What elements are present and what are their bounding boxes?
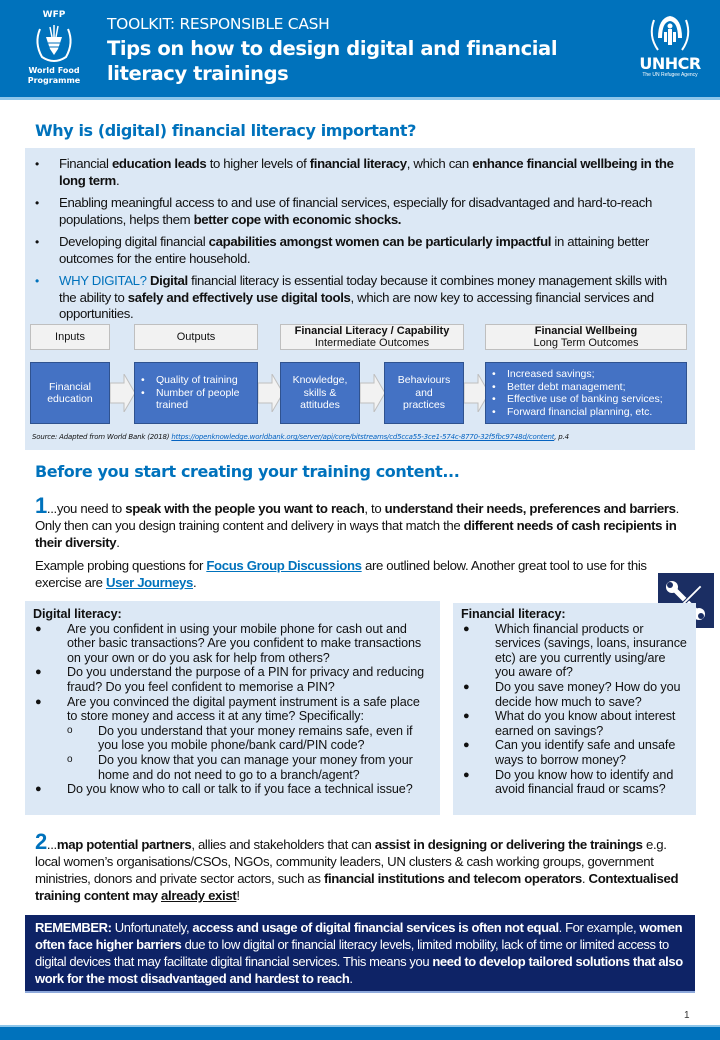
- unhcr-emblem-icon: [646, 12, 694, 56]
- page-footer-bar: [0, 1025, 720, 1040]
- question-text: Do you know how to identify and avoid financial fraud or scams?: [495, 767, 674, 797]
- question-text: Do you understand that your money remains safe, even if you lose you mobile phone/bank card/PIN code?: [98, 723, 413, 753]
- block-list-item: • Quality of training: [139, 374, 253, 387]
- bold-text: financial literacy: [309, 156, 407, 171]
- toolkit-label: TOOLKIT: RESPONSIBLE CASH: [107, 15, 330, 33]
- bold-text: women often face higher barriers: [35, 920, 683, 952]
- wfp-logo-abbr: WFP: [42, 10, 66, 20]
- text: !: [236, 888, 240, 903]
- text: e.g. local women’s organisations/CSOs, NGOs, community leaders, UN clusters & cash working groups, government ministries, donors and private sector actors, such as: [35, 837, 667, 886]
- why-bullet-item: [33, 273, 683, 323]
- remember-label: REMEMBER:: [35, 920, 112, 935]
- block-list-item: • Forward financial planning, etc.: [490, 406, 682, 419]
- bullet-icon: •: [35, 196, 39, 210]
- text: , which can: [406, 156, 473, 171]
- block-list-item: • Better debt management;: [490, 381, 682, 394]
- bullet-icon: •: [35, 157, 39, 171]
- bold-text: need to develop tailored solutions that also work for the most disadvantaged and hardest to reach: [35, 954, 683, 986]
- bold-text: Digital: [149, 273, 188, 288]
- text: . For example,: [558, 920, 640, 935]
- bold-text: assist in designing or delivering the trainings: [374, 837, 643, 852]
- page-number: 1: [684, 1010, 690, 1021]
- text: ...: [46, 837, 57, 852]
- unhcr-logo: [634, 12, 706, 79]
- text: Developing digital financial: [59, 234, 209, 249]
- block-wellbeing: [485, 362, 687, 424]
- bold-text: better cope with economic shocks.: [193, 211, 402, 227]
- text: , to: [364, 501, 385, 516]
- block-label: Behaviours and practices: [397, 374, 451, 412]
- block-label: Financial education: [47, 380, 93, 405]
- why-digital-highlight: WHY DIGITAL?: [59, 273, 147, 288]
- page-title-line-2: literacy trainings: [107, 62, 289, 85]
- block-financial-education: [30, 362, 110, 424]
- bold-text: access and usage of digital financial services is often not equal: [192, 920, 559, 935]
- text: , which are now key to accessing financial services and opportunities.: [59, 289, 654, 321]
- question-text: Which financial products or services (savings, loans, insurance etc) are you currently using/are you aware of?: [495, 621, 687, 680]
- why-bullet-list: [33, 156, 683, 329]
- unhcr-logo-tagline: The UN Refugee Agency: [642, 72, 698, 78]
- block-list-item: • Number of people trained: [139, 387, 253, 412]
- arrow-right-icon: [110, 374, 136, 412]
- question-item: ● Are you confident in using your mobile phone for cash out and other basic transactions? Are you confident to make transactions on your own or do you ask for help from others?: [35, 621, 422, 665]
- financial-literacy-heading: Financial literacy:: [461, 607, 566, 621]
- diagram-header-long-term: [485, 324, 687, 350]
- page-title-line-1: Tips on how to design digital and financial: [107, 37, 558, 60]
- diagram-header-inputs: [30, 324, 110, 350]
- question-text: Do you save money? How do you decide how much to save?: [495, 679, 681, 709]
- results-chain-diagram: [30, 324, 690, 428]
- bold-text: Contextualised training content may: [35, 871, 679, 903]
- text: , allies and stakeholders that can: [191, 837, 375, 852]
- example-text: are outlined below. Another great tool to use for this exercise are: [35, 558, 647, 590]
- wfp-logo-name-2: Programme: [27, 76, 81, 85]
- text: Enabling meaningful access to and use of financial services, especially for disadvantaged and hard-to-reach populations, helps them: [59, 195, 652, 227]
- question-item: ● What do you know about interest earned on savings?: [463, 709, 676, 738]
- digital-literacy-heading: Digital literacy:: [33, 607, 122, 621]
- bold-text: education leads: [111, 156, 207, 171]
- text: Financial: [59, 156, 112, 171]
- bold-text: map potential partners: [56, 837, 192, 852]
- bullet-icon: •: [35, 274, 39, 288]
- underlined-text: already exist: [161, 888, 237, 903]
- block-list-item: • Effective use of banking services;: [490, 393, 682, 406]
- text: to higher levels of: [206, 156, 310, 171]
- diagram-header-label: Outputs: [176, 330, 216, 343]
- step-number: 1: [35, 493, 47, 518]
- text: . Only then can you design training content and delivery in ways that match the: [35, 501, 679, 533]
- arrow-right-icon: [360, 374, 386, 412]
- text: due to low digital or financial literacy levels, limited mobility, lack of time or limited access to digital devices that may facilitate digital financial services. This means you: [35, 937, 669, 969]
- step-number: 2: [35, 829, 47, 854]
- why-bullet-item: [33, 234, 683, 267]
- bold-text: different needs of cash recipients in their diversity: [35, 518, 677, 550]
- question-text: What do you know about interest earned on savings?: [495, 709, 676, 738]
- question-text: Are you confident in using your mobile phone for cash out and other basic transactions? Are you confident to make transactions on your own or do you ask for help from others?: [67, 621, 422, 665]
- remember-callout: [25, 915, 695, 993]
- question-text: Do you know that you can manage your money from your home and do not need to go to a branch/agent?: [98, 752, 413, 782]
- bold-text: speak with the people you want to reach: [125, 501, 365, 516]
- source-link[interactable]: https://openknowledge.worldbank.org/server/api/core/bitstreams/cd5cca55-3ce1-574c-8770-32f5fbc9748d/content: [171, 433, 555, 441]
- sub-question-item: o Do you know that you can manage your money from your home and do not need to go to a branch/agent?: [67, 752, 413, 782]
- wfp-logo: [26, 10, 82, 90]
- step-1-paragraph: [35, 493, 685, 551]
- text: .: [115, 172, 120, 188]
- text: .: [581, 871, 589, 886]
- text: financial literacy is essential today because it combines money management skills with the ability to: [59, 273, 667, 305]
- digital-literacy-box: [25, 601, 440, 815]
- diagram-header-label: Financial Literacy / Capability: [294, 324, 450, 337]
- example-paragraph: [35, 557, 685, 591]
- block-label: Knowledge, skills & attitudes: [292, 374, 348, 412]
- block-outputs: [134, 362, 258, 424]
- question-item: ● Can you identify safe and unsafe ways to borrow money?: [463, 738, 676, 767]
- why-bullet-item: [33, 195, 683, 228]
- diagram-header-label: Inputs: [55, 330, 85, 343]
- text: .: [349, 971, 353, 986]
- wfp-emblem-icon: [32, 21, 76, 65]
- question-item: ● Do you know how to identify and avoid financial fraud or scams?: [463, 767, 674, 797]
- before-heading: Before you start creating your training content...: [35, 462, 460, 481]
- example-text: Example probing questions for: [35, 558, 207, 573]
- source-citation: [32, 433, 569, 441]
- page-title: [107, 36, 557, 86]
- unhcr-logo-abbr: UNHCR: [639, 54, 701, 73]
- text: in attaining better outcomes for the entire household.: [59, 234, 649, 266]
- question-item: ● Which financial products or services (savings, loans, insurance etc) are you currently using/are you aware of?: [463, 621, 687, 680]
- question-item: ● Do you understand the purpose of a PIN for privacy and reducing fraud? Do you feel confident to memorise a PIN?: [35, 665, 425, 694]
- block-knowledge-skills: [280, 362, 360, 424]
- question-item: ● Do you save money? How do you decide how much to save?: [463, 679, 681, 709]
- text: ...you need to: [46, 501, 126, 516]
- why-bullet-item: [33, 156, 683, 189]
- bold-text: capabilities amongst women can be particularly impactful: [208, 234, 552, 249]
- diagram-header-label: Financial Wellbeing: [534, 324, 638, 337]
- focus-group-discussions-link[interactable]: Focus Group Discussions: [206, 558, 362, 573]
- question-item: ● Are you convinced the digital payment instrument is a safe place to store money and access it at any time? Specifically: o Do you understand that your money remains safe, even if you lose you mobile phone/bank card/PIN code? o Do you know that you can manage your money from your home and do not need to go to a branch/agent?: [33, 695, 432, 783]
- bold-text: enhance financial wellbeing in the long term: [59, 156, 674, 188]
- question-item: ● Do you know who to call or talk to if you face a technical issue?: [35, 782, 413, 797]
- financial-literacy-box: [453, 603, 696, 815]
- sub-question-item: o Do you understand that your money remains safe, even if you lose you mobile phone/bank card/PIN code?: [67, 723, 413, 753]
- page-header: [0, 0, 720, 100]
- question-text: Are you convinced the digital payment instrument is a safe place to store money and access it at any time? Specifically:: [67, 694, 420, 724]
- wfp-logo-name-1: World Food: [28, 66, 80, 75]
- question-text: Do you understand the purpose of a PIN for privacy and reducing fraud? Do you feel confident to memorise a PIN?: [67, 665, 425, 694]
- text: .: [116, 535, 120, 550]
- example-text: .: [193, 575, 197, 590]
- text: Unfortunately,: [111, 920, 193, 935]
- question-text: Can you identify safe and unsafe ways to borrow money?: [495, 738, 676, 767]
- bullet-icon: •: [35, 235, 39, 249]
- block-list-item: • Increased savings;: [490, 368, 682, 381]
- question-text: Do you know who to call or talk to if you face a technical issue?: [67, 782, 413, 797]
- source-suffix: , p.4: [554, 433, 569, 441]
- diagram-header-sublabel: Long Term Outcomes: [533, 337, 639, 349]
- diagram-header-sublabel: Intermediate Outcomes: [314, 337, 430, 349]
- bold-text: financial institutions and telecom operators: [323, 871, 582, 886]
- block-behaviours: [384, 362, 464, 424]
- source-prefix: Source: Adapted from World Bank (2018): [32, 433, 172, 441]
- user-journeys-link[interactable]: User Journeys: [105, 575, 194, 590]
- step-2-paragraph: [35, 829, 685, 904]
- why-heading: Why is (digital) financial literacy important?: [35, 121, 416, 140]
- diagram-header-outputs: [134, 324, 258, 350]
- diagram-header-intermediate: [280, 324, 464, 350]
- bold-text: safely and effectively use digital tools: [127, 289, 351, 305]
- bold-text: understand their needs, preferences and barriers: [384, 501, 676, 516]
